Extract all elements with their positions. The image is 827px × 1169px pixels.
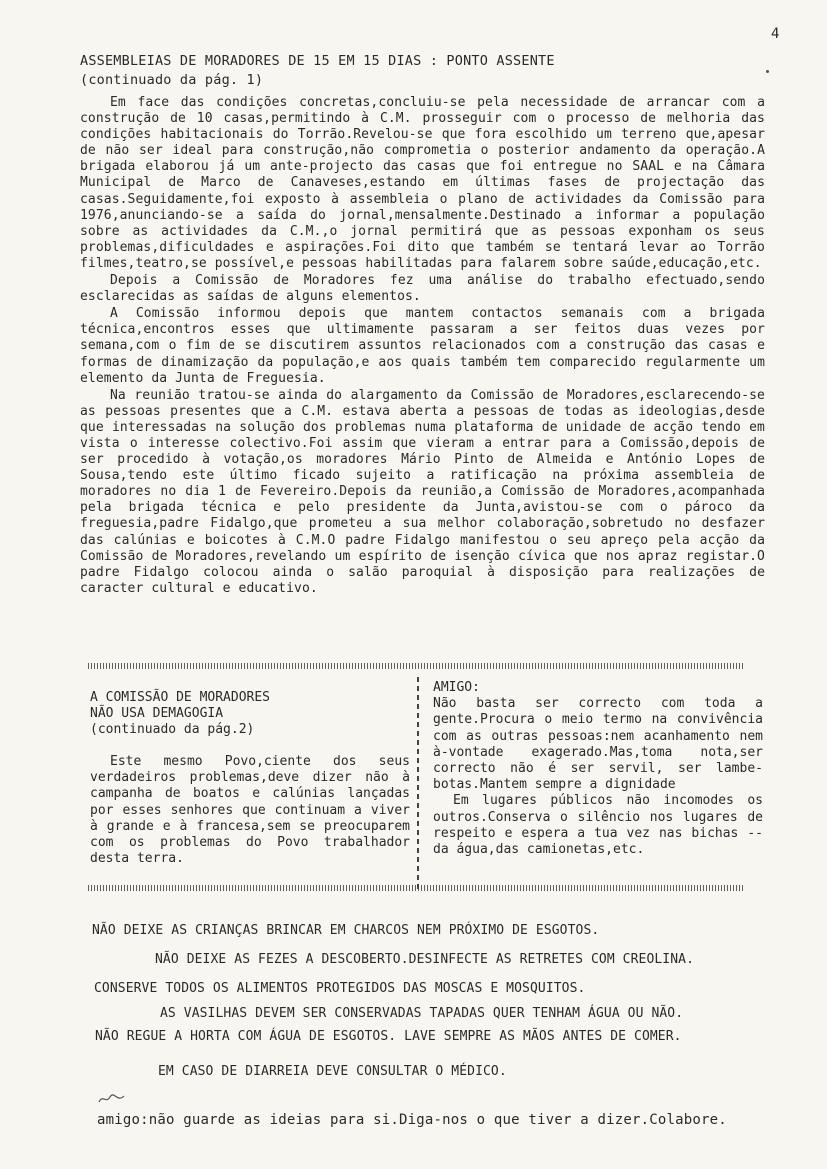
page-number: 4 [771,26,780,42]
right-article-paragraph: Não basta ser correcto com toda a gente.Procura o meio termo na convivência com as outras pessoas:nem acanhamento nem à-vontade exagerado.Mas,toma nota,ser correcto não é ser servil, ser lambe-botas.Mantem sempre a dignidade [433,696,763,793]
main-article-heading [80,52,760,90]
ink-speck [766,70,769,73]
main-article-paragraph: Em face das condições concretas,concluiu-se pela necessidade de arrancar com a construção de 10 casas,permitindo à C.M. prosseguir com o processo de melhoria das condições habitacionais do Torrão.Revelou-se que fora escolhido um terreno que,apesar de não ser ideal para construção,não comprometia o posterior andamento da operação.A brigada elaborou já um ante-projecto das casas que foi entregue no SAAL e na Câmara Municipal de Marco de Canaveses,estando em últimas fases de projectação das casas.Seguidamente,foi exposto à assembleia o plano de actividades da Comissão para 1976,anunciando-se a saída do jornal,mensalmente.Destinado a informar a população sobre as actividades da C.M.,o jornal permitirá que as pessoas exponham os seus problemas,dificuldades e aspirações.Foi dito que também se tentará levar ao Torrão filmes,teatro,se possível,e pessoas habilitadas para falarem sobre saúde,educação,etc. [80,95,765,271]
health-notice: NÃO REGUE A HORTA COM ÁGUA DE ESGOTOS. LAVE SEMPRE AS MÃOS ANTES DE COMER. [95,1029,682,1044]
top-divider [88,663,743,669]
ink-scribble [97,1092,127,1106]
left-article [90,690,410,867]
left-article-continued: (continuado da pág.2) [90,722,255,737]
left-article-text: Este mesmo Povo,ciente dos seus verdadeiros problemas,deve dizer não à campanha de boatos e calúnias lançadas por esses senhores que continuam a viver à grande e à francesa,sem se preocuparem com os problemas do Povo trabalhador desta terra. [90,754,410,867]
bottom-divider [88,885,743,891]
main-article-continued: (continuado da pág. 1) [80,72,264,88]
health-notice: CONSERVE TODOS OS ALIMENTOS PROTEGIDOS DAS MOSCAS E MOSQUITOS. [94,981,586,996]
health-notice: AS VASILHAS DEVEM SER CONSERVADAS TAPADAS QUER TENHAM ÁGUA OU NÃO. [160,1006,684,1021]
health-notice: NÃO DEIXE AS CRIANÇAS BRINCAR EM CHARCOS NEM PRÓXIMO DE ESGOTOS. [92,923,600,938]
column-divider [417,677,419,892]
right-article-body [433,680,763,858]
left-article-title: NÃO USA DEMAGOGIA [90,706,224,721]
right-article [433,680,763,858]
health-notice: EM CASO DE DIARREIA DEVE CONSULTAR O MÉDICO. [158,1064,507,1079]
left-article-title: A COMISSÃO DE MORADORES [90,690,271,705]
closing-message: amigo:não guarde as ideias para si.Diga-nos o que tiver a dizer.Colabore. [97,1112,727,1128]
right-article-paragraph: Em lugares públicos não incomodes os outros.Conserva o silêncio nos lugares de respeito e espera a tua vez nas bichas --da água,das camionetas,etc. [433,793,763,858]
main-article-body [80,95,765,597]
right-article-title: AMIGO: [433,680,480,695]
main-article-paragraph: Na reunião tratou-se ainda do alargamento da Comissão de Moradores,esclarecendo-se as pessoas presentes que a C.M. estava aberta a pessoas de todas as ideologias,desde que interessadas na solução dos problemas numa plataforma de unidade de acção tendo em vista o interesse colectivo.Foi assim que vieram a entrar para a Comissão,depois de ser procedido à votação,os moradores Mário Pinto de Almeida e António Lopes de Sousa,tendo este último ficado sujeito a ratificação na próxima assembleia de moradores no dia 1 de Fevereiro.Depois da reunião,a Comissão de Moradores,acompanhada pela brigada técnica e pelo presidente da Junta,avistou-se com o pároco da freguesia,padre Fidalgo,que prometeu a sua melhor colaboração,sobretudo no desfazer das calúnias e boicotes à C.M.O padre Fidalgo manifestou o seu apreço pela acção da Comissão de Moradores,revelando um espírito de isenção cívica que nos apraz registar.O padre Fidalgo colocou ainda o salão paroquial à disposição para realizações de caracter cultural e educativo. [80,387,765,596]
main-article-paragraph: Depois a Comissão de Moradores fez uma análise do trabalho efectuado,sendo esclarecidas as saídas de alguns elementos. [80,273,765,305]
main-article-title: ASSEMBLEIAS DE MORADORES DE 15 EM 15 DIAS : PONTO ASSENTE [80,53,555,69]
main-article-paragraph: A Comissão informou depois que mantem contactos semanais com a brigada técnica,encontros esses que ultimamente passaram a ser feitos duas vezes por semana,com o fim de se discutirem assuntos relacionados com a construção das casas e formas de dinamização da população,e aos quais também tem comparecido regularmente um elemento da Junta de Freguesia. [80,306,765,386]
health-notice: NÃO DEIXE AS FEZES A DESCOBERTO.DESINFECTE AS RETRETES COM CREOLINA. [155,952,695,967]
